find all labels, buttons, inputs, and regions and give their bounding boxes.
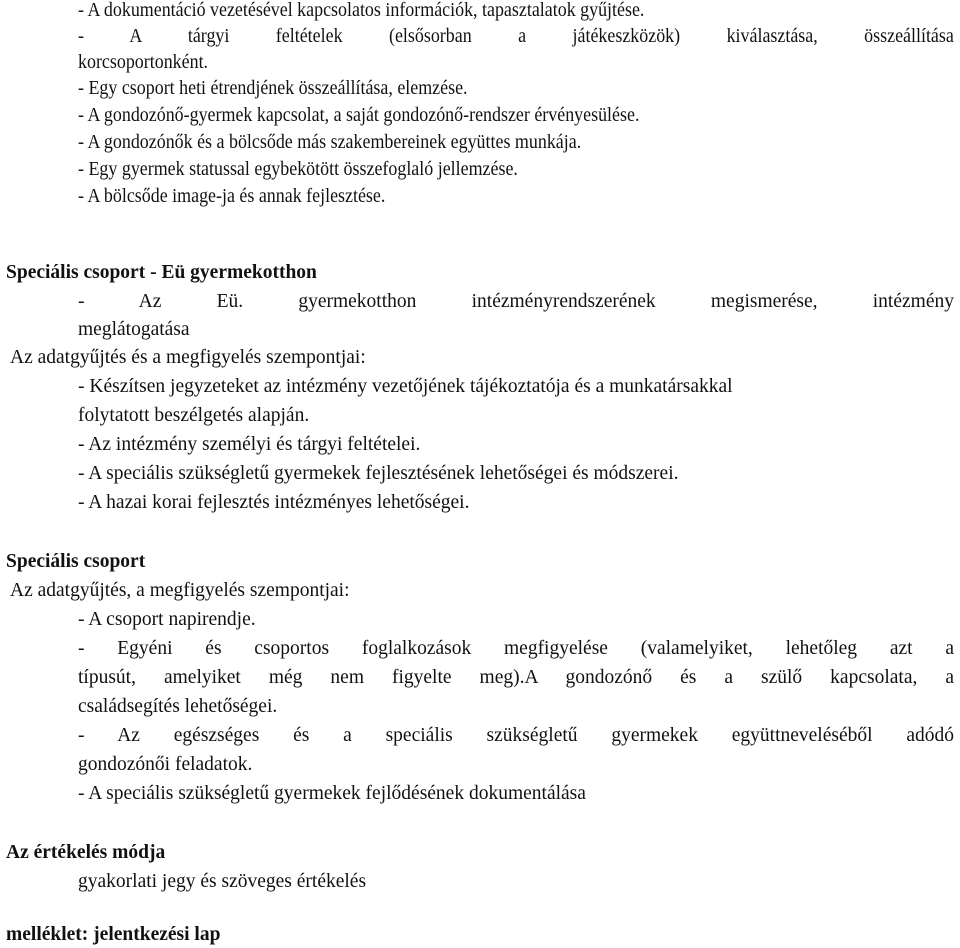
list-item: - Egy gyermek statussal egybekötött összefoglaló jellemzése. — [78, 159, 518, 180]
list-item: családsegítés lehetőségei. — [78, 696, 278, 717]
section-heading: Az értékelés módja — [6, 842, 166, 863]
list-item: - A bölcsőde image-ja és annak fejlesztése. — [78, 186, 386, 207]
list-item: - Az intézmény személyi és tárgyi feltételei. — [78, 434, 421, 455]
list-item: - A dokumentáció vezetésével kapcsolatos információk, tapasztalatok gyűjtése. — [78, 0, 645, 21]
evaluation-text: gyakorlati jegy és szöveges értékelés — [78, 871, 367, 892]
list-item: - A speciális szükségletű gyermekek fejlődésének dokumentálása — [78, 783, 586, 804]
section-heading: Speciális csoport - Eü gyermekotthon — [6, 262, 317, 283]
list-item: - A csoport napirendje. — [78, 609, 256, 630]
criteria-label: Az adatgyűjtés, a megfigyelés szempontjai: — [10, 580, 350, 601]
attachment-label: melléklet: jelentkezési lap — [6, 924, 221, 945]
list-item: - Egyéni és csoportos foglalkozások megfigyelése (valamelyiket, lehetőleg azt a — [78, 638, 954, 659]
list-item: - Az egészséges és a speciális szükségletű gyermekek együttneveléséből adódó — [78, 725, 954, 746]
list-item: - A gondozónő-gyermek kapcsolat, a saját gondozónő-rendszer érvényesülése. — [78, 105, 640, 126]
section-intro-cont: meglátogatása — [78, 319, 190, 340]
list-item: - Egy csoport heti étrendjének összeállítása, elemzése. — [78, 78, 468, 99]
list-item: - Készítsen jegyzeteket az intézmény vezetőjének tájékoztatója és a munkatársakkal — [78, 376, 733, 397]
list-item: - A tárgyi feltételek (elsősorban a játékeszközök) kiválasztása, összeállítása — [78, 26, 954, 47]
list-item: folytatott beszélgetés alapján. — [78, 405, 310, 426]
list-item: - A speciális szükségletű gyermekek fejlesztésének lehetőségei és módszerei. — [78, 463, 679, 484]
criteria-label: Az adatgyűjtés és a megfigyelés szempontjai: — [10, 347, 366, 368]
list-item: - A gondozónők és a bölcsőde más szakembereinek együttes munkája. — [78, 132, 582, 153]
list-item: korcsoportonként. — [78, 52, 209, 73]
list-item: típusút, amelyiket még nem figyelte meg).A gondozónő és a szülő kapcsolata, a — [78, 667, 954, 688]
list-item: - A hazai korai fejlesztés intézményes lehetőségei. — [78, 492, 470, 513]
list-item: gondozónői feladatok. — [78, 754, 253, 775]
section-intro: - Az Eü. gyermekotthon intézményrendszerének megismerése, intézmény — [78, 291, 954, 312]
section-heading: Speciális csoport — [6, 551, 146, 572]
